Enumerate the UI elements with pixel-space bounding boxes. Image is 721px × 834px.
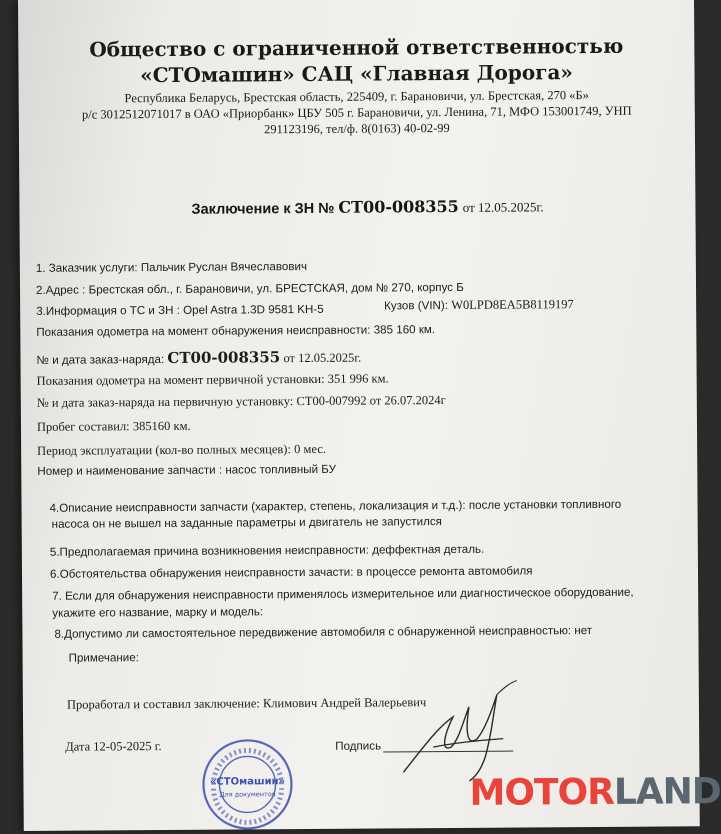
item4-line1: 4.Описание неисправности запчасти (характер, степень, локализация и т.д.): после установки топливного	[49, 497, 622, 515]
item7-line1: 7. Если для обнаружения неисправности применялось измерительное или диагностическое оборудование,	[52, 585, 634, 603]
vin-label: Кузов (VIN):	[384, 299, 449, 313]
motorland-watermark	[469, 771, 720, 814]
vin-value: W0LPD8EA5B8119197	[451, 297, 574, 312]
item8-line: 8.Допустимо ли самостоятельное передвижение автомобиля с обнаруженной неисправностью: нет	[54, 624, 593, 641]
date-value: Дата 12-05-2025 г.	[65, 739, 162, 754]
odometer-install-line	[37, 371, 389, 388]
title-prefix: Заключение к ЗН №	[191, 200, 335, 218]
title-date: от 12.05.2025г.	[462, 199, 544, 215]
order-line	[36, 348, 361, 368]
vehicle-value: Opel Astra 1.3D 9581 KH-5	[183, 302, 324, 317]
address-label: 2.Адрес :	[35, 283, 86, 297]
install-order-line	[37, 393, 446, 411]
vehicle-line	[36, 303, 324, 318]
item5-line: 5.Предполагаемая причина возникновения неисправности: деффектная деталь.	[49, 542, 485, 559]
period-line	[37, 442, 326, 459]
company-name-line1: Общество с ограниченной ответственностью	[89, 33, 624, 62]
company-name-line2: «СТОмашин» САЦ «Главная Дорога»	[140, 60, 573, 88]
author-line	[67, 695, 426, 713]
customer-label: 1. Заказчик услуги:	[35, 261, 138, 275]
install-order-value: СТ00-007992 от 26.07.2024г	[296, 393, 446, 409]
odometer-install-label: Показания одометра на момент первичной установки:	[36, 371, 325, 388]
customer-value: Пальчик Руслан Вячеславович	[140, 259, 308, 275]
mileage-line	[37, 419, 191, 435]
item6-line: 6.Обстоятельства обнаружения неисправности зачасти: в процессе ремонта автомобиля	[49, 564, 533, 581]
signature-label: Подпись	[335, 739, 382, 753]
part-value: насос топливный БУ	[225, 462, 337, 477]
odometer-install-value: 351 996 км.	[327, 371, 389, 386]
company-stamp	[199, 736, 296, 833]
customer-line	[36, 260, 307, 275]
company-address: Республика Беларусь, Брестская область, 225409, г. Барановичи, ул. Брестская, 270 «Б»	[124, 88, 589, 106]
order-date: от 12.05.2025г.	[283, 350, 362, 366]
item7-line2: укажите его название, марку и модель:	[52, 605, 264, 620]
handwritten-signature	[393, 676, 534, 787]
company-phone: 291123196, тел/ф. 8(0163) 40-02-99	[264, 120, 450, 137]
item4-line2: насоса он не вышел на заданные параметры и двигатель не запустился	[51, 515, 442, 531]
install-order-label: № и дата заказ-наряда на первичную установку:	[36, 394, 294, 410]
odometer-fault-label: Показания одометра на момент обнаружения неисправности:	[36, 323, 371, 339]
watermark-part1: MOTOR	[469, 771, 615, 814]
odometer-fault-line	[36, 323, 435, 339]
address-value: Брестская обл., г. Барановичи, ул. БРЕСТСКАЯ, дом № 270, корпус Б	[88, 280, 464, 297]
part-label: Номер и наименование запчасти :	[37, 463, 223, 478]
part-line	[37, 463, 336, 478]
order-label: № и дата заказ-наряда:	[36, 352, 165, 367]
address-line	[36, 281, 464, 297]
watermark-part2: LAND	[613, 771, 721, 813]
period-value: 0 мес.	[294, 441, 327, 457]
period-label: Период эксплуатации (кол-во полных месяцев):	[37, 442, 291, 458]
mileage-label: Пробег составил:	[36, 419, 130, 434]
order-number: СТ00-008355	[167, 348, 281, 367]
stamp-sub-text: Для документов	[219, 790, 276, 799]
vin-line	[384, 297, 574, 313]
author-value: Проработал и составил заключение: Климович Андрей Валерьевич	[66, 695, 427, 712]
title-number: СТ00-008355	[338, 196, 459, 217]
note-line: Примечание:	[68, 651, 139, 665]
date-line	[65, 739, 161, 755]
vehicle-label: 3.Информация о ТС и ЗН :	[36, 303, 180, 318]
company-bank-details: р/с 3012512071017 в ОАО «Приорбанк» ЦБУ 505 г. Барановичи, ул. Ленина, 71, МФО 153001749, УНП	[81, 103, 632, 122]
stamp-center-text: «СТОмашин»	[209, 776, 286, 788]
mileage-value: 385160 км.	[132, 418, 191, 434]
odometer-fault-value: 385 160 км.	[373, 323, 436, 337]
document-title	[191, 196, 543, 217]
document-page	[18, 0, 721, 831]
